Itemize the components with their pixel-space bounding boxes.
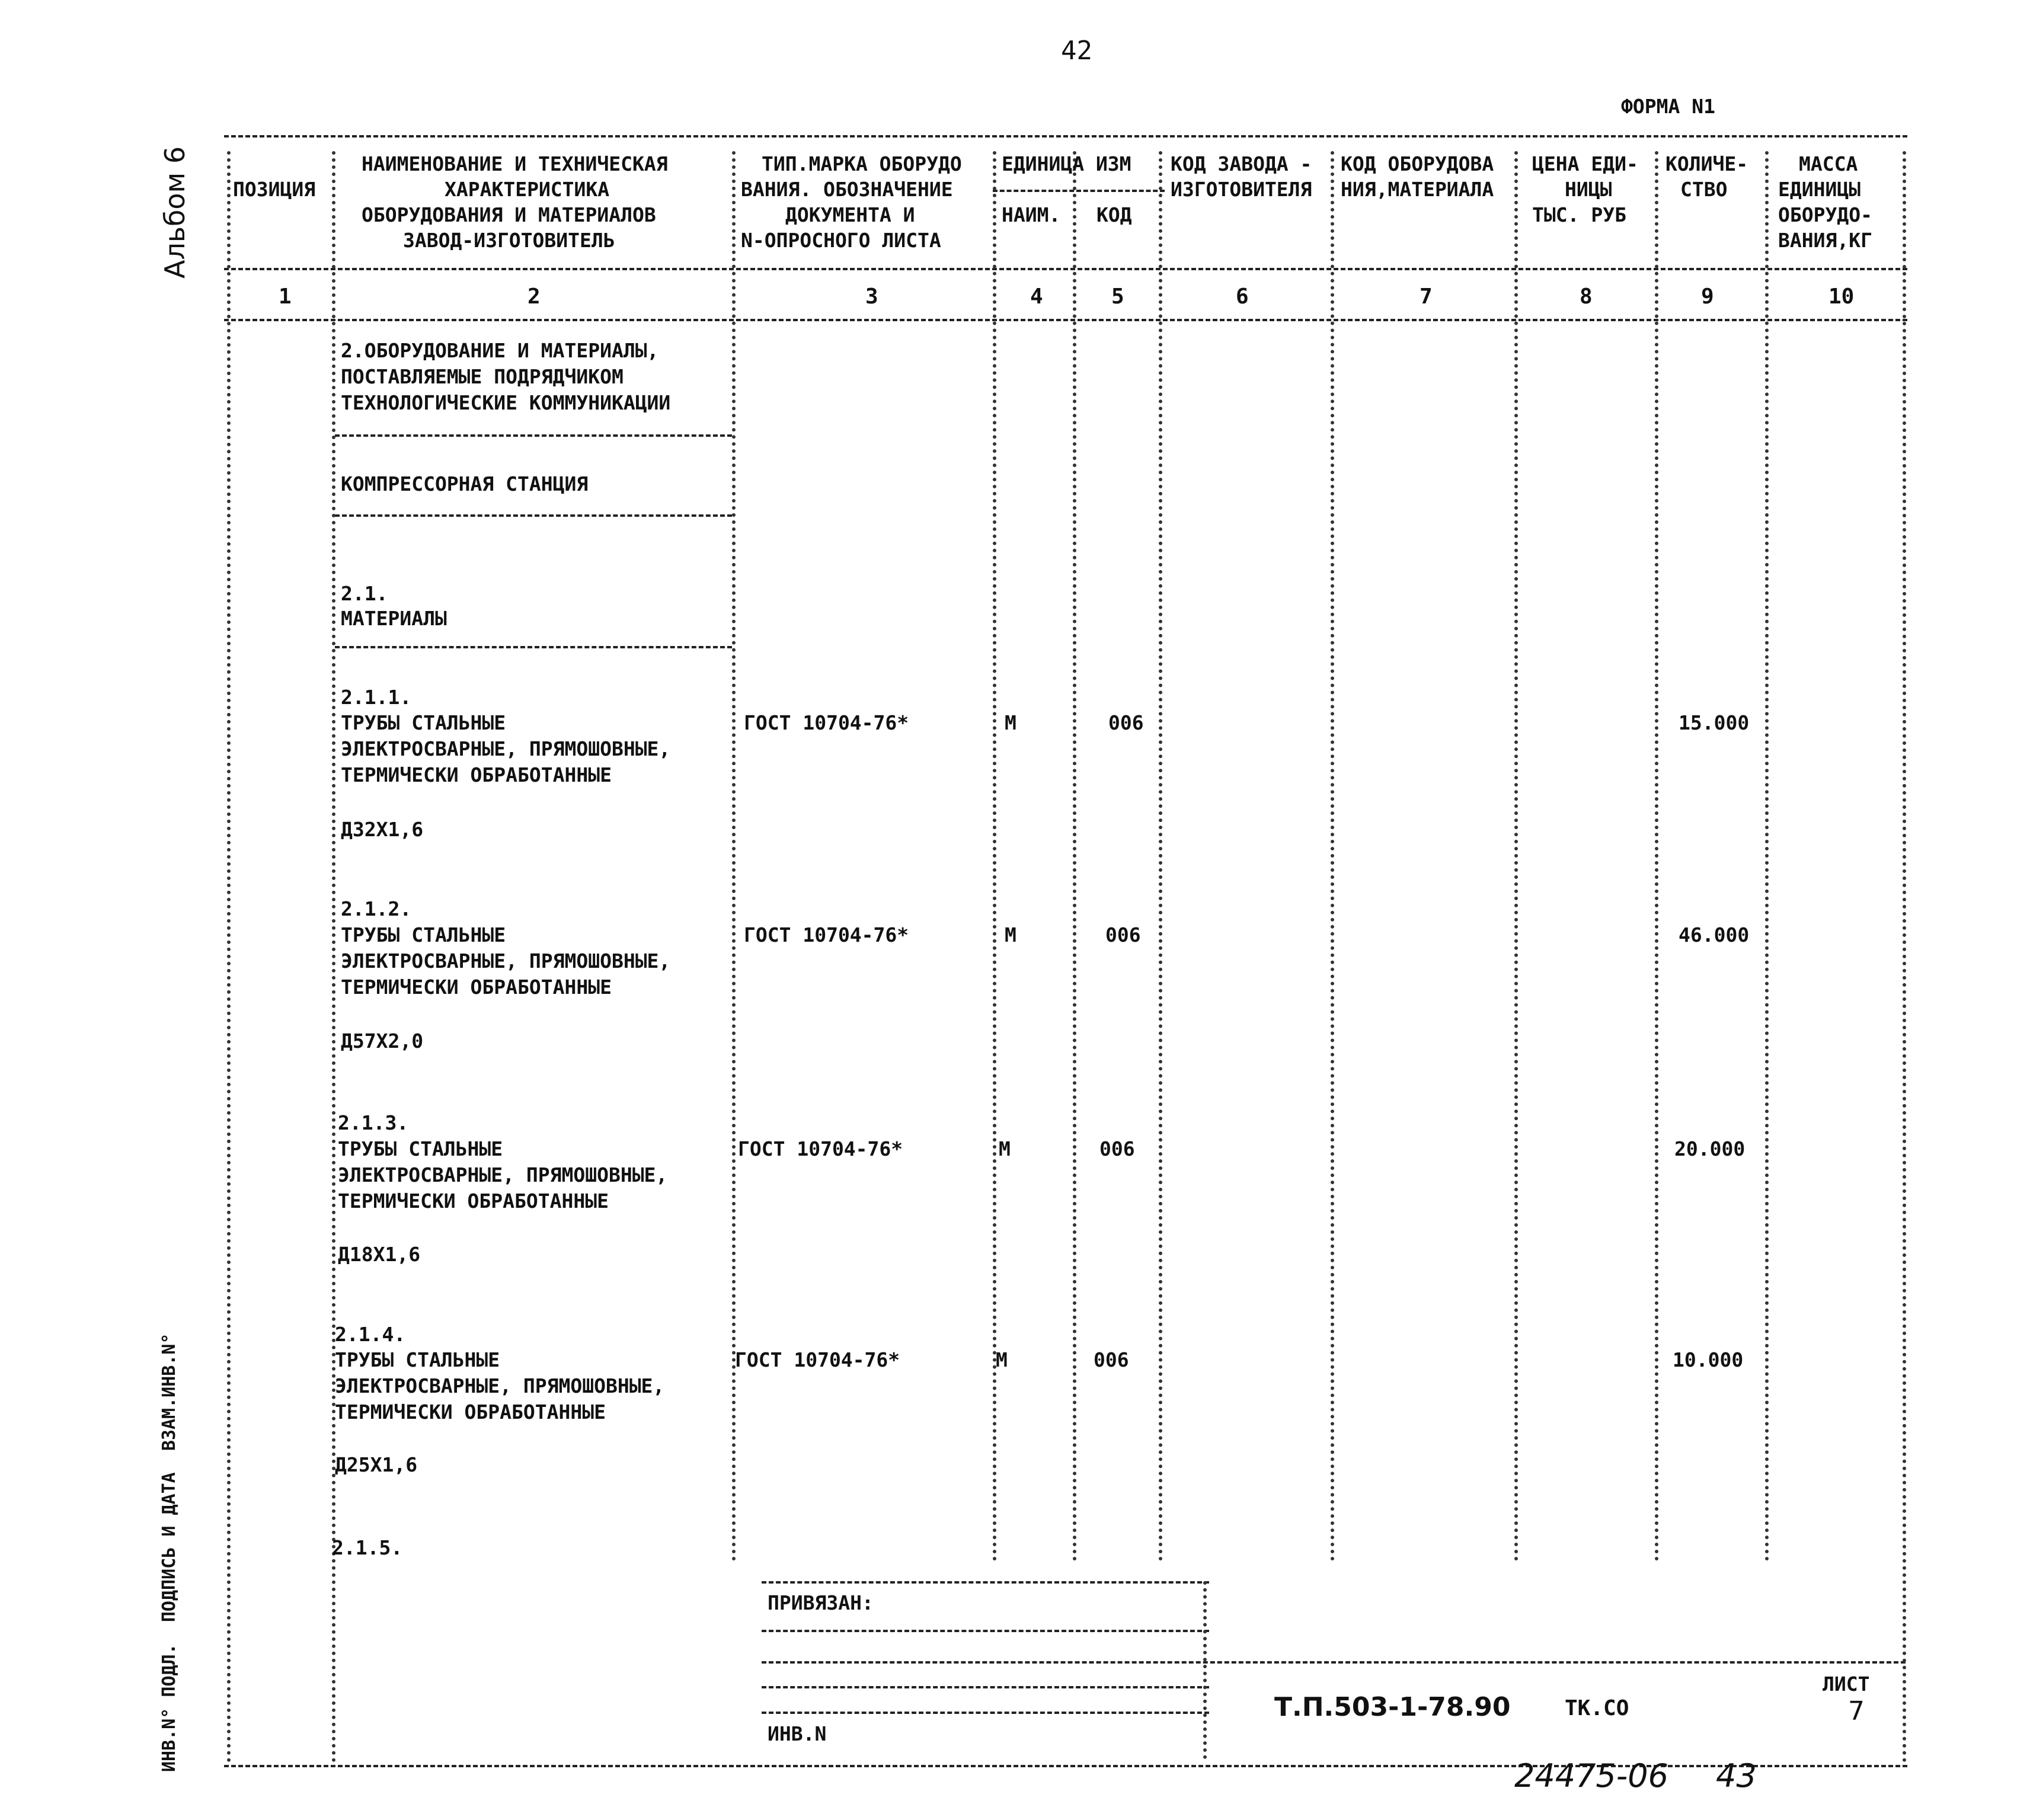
footer-sep bbox=[1203, 1581, 1207, 1759]
col-number-5: 5 bbox=[1111, 284, 1124, 309]
item-4-gost: ГОСТ 10704-76* bbox=[735, 1348, 900, 1371]
header-col8-line2: НИЦЫ bbox=[1565, 178, 1612, 201]
handwritten-page-number: 43 bbox=[1716, 1757, 1757, 1795]
item-2-size: Д57Х2,0 bbox=[341, 1029, 424, 1053]
sheet-number: 7 bbox=[1848, 1696, 1865, 1726]
item-4-code: 006 bbox=[1094, 1348, 1129, 1371]
header-col5: КОД bbox=[1096, 203, 1132, 226]
item-1-unit: М bbox=[1005, 711, 1016, 734]
header-col7-line1: КОД ОБОРУДОВА bbox=[1341, 152, 1494, 175]
footer-privyazan: ПРИВЯЗАН: bbox=[768, 1591, 874, 1614]
header-col3-line3: ДОКУМЕНТА И bbox=[785, 203, 915, 226]
rule-footer-3 bbox=[762, 1661, 1906, 1664]
item-3-size: Д18Х1,6 bbox=[338, 1243, 421, 1266]
stamp-vertical: ИНВ.N° ПОДЛ. ПОДПИСЬ И ДАТА ВЗАМ.ИНВ.N° bbox=[159, 1333, 180, 1772]
header-col10-line3: ОБОРУДО- bbox=[1778, 203, 1872, 226]
item-4-size: Д25Х1,6 bbox=[335, 1453, 418, 1476]
item-2-gost: ГОСТ 10704-76* bbox=[744, 923, 909, 946]
header-col10-line4: ВАНИЯ,КГ bbox=[1778, 229, 1872, 252]
section-title-line2: ПОСТАВЛЯЕМЫЕ ПОДРЯДЧИКОМ bbox=[341, 365, 624, 388]
item-1-line1: ТРУБЫ СТАЛЬНЫЕ bbox=[341, 711, 506, 734]
header-col7-line2: НИЯ,МАТЕРИАЛА bbox=[1341, 178, 1494, 201]
item-3-line1: ТРУБЫ СТАЛЬНЫЕ bbox=[338, 1137, 503, 1160]
header-col6-line2: ИЗГОТОВИТЕЛЯ bbox=[1171, 178, 1312, 201]
col-number-4: 4 bbox=[1030, 284, 1043, 309]
header-col2-line3: ОБОРУДОВАНИЯ И МАТЕРИАЛОВ bbox=[362, 203, 656, 226]
rule-section-2 bbox=[335, 514, 732, 517]
item-3-gost: ГОСТ 10704-76* bbox=[738, 1137, 903, 1160]
document-suffix: ТК.СО bbox=[1565, 1696, 1629, 1720]
item-3-pos: 2.1.3. bbox=[338, 1111, 409, 1134]
item-2-code: 006 bbox=[1105, 923, 1141, 946]
item-1-pos: 2.1.1. bbox=[341, 686, 412, 709]
item-3-code: 006 bbox=[1099, 1137, 1135, 1160]
rule-section-1 bbox=[335, 434, 732, 437]
col-number-7: 7 bbox=[1420, 284, 1433, 309]
item-2-pos: 2.1.2. bbox=[341, 897, 412, 920]
station-title: КОМПРЕССОРНАЯ СТАНЦИЯ bbox=[341, 472, 589, 495]
sheet-label: ЛИСТ bbox=[1823, 1672, 1870, 1696]
header-col10-line1: МАССА bbox=[1799, 152, 1858, 175]
col-sep-6 bbox=[1331, 151, 1334, 1562]
item-4-line1: ТРУБЫ СТАЛЬНЫЕ bbox=[335, 1348, 500, 1371]
page-number: 42 bbox=[1061, 36, 1092, 66]
col-number-6: 6 bbox=[1236, 284, 1249, 309]
col-sep-8 bbox=[1655, 151, 1658, 1562]
item-2-qty: 46.000 bbox=[1679, 923, 1750, 946]
header-col4: НАИМ. bbox=[1002, 203, 1061, 226]
item-4-qty: 10.000 bbox=[1673, 1348, 1744, 1371]
footer-inv: ИНВ.N bbox=[768, 1722, 827, 1745]
header-col9-line1: КОЛИЧЕ- bbox=[1665, 152, 1748, 175]
header-col3-line2: ВАНИЯ. ОБОЗНАЧЕНИЕ bbox=[741, 178, 953, 201]
item-1-line3: ТЕРМИЧЕСКИ ОБРАБОТАННЫЕ bbox=[341, 763, 612, 786]
item-3-line3: ТЕРМИЧЕСКИ ОБРАБОТАННЫЕ bbox=[338, 1189, 609, 1213]
item-4-line2: ЭЛЕКТРОСВАРНЫЕ, ПРЯМОШОВНЫЕ, bbox=[335, 1374, 665, 1397]
section-title-line3: ТЕХНОЛОГИЧЕСКИЕ КОММУНИКАЦИИ bbox=[341, 391, 671, 414]
item-2-unit: М bbox=[1005, 923, 1016, 946]
header-col2-line1: НАИМЕНОВАНИЕ И ТЕХНИЧЕСКАЯ bbox=[362, 152, 668, 175]
item-2-line2: ЭЛЕКТРОСВАРНЫЕ, ПРЯМОШОВНЫЕ, bbox=[341, 949, 671, 973]
document-code: Т.П.503-1-78.90 bbox=[1274, 1692, 1511, 1722]
handwritten-archive-number: 24475-06 bbox=[1514, 1757, 1668, 1795]
header-col10-line2: ЕДИНИЦЫ bbox=[1778, 178, 1861, 201]
item-1-qty: 15.000 bbox=[1679, 711, 1750, 734]
col-sep-0 bbox=[227, 151, 231, 1763]
col-sep-7 bbox=[1514, 151, 1518, 1562]
header-col8-line3: ТЫС. РУБ bbox=[1532, 203, 1626, 226]
rule-footer-4 bbox=[762, 1686, 1209, 1688]
rule-footer-5 bbox=[762, 1712, 1209, 1714]
col-sep-5 bbox=[1159, 151, 1162, 1562]
header-unit: ЕДИНИЦА ИЗМ bbox=[1002, 152, 1131, 175]
album-label: Альбом 6 bbox=[159, 146, 191, 279]
col-number-8: 8 bbox=[1580, 284, 1593, 309]
col-number-2: 2 bbox=[528, 284, 541, 309]
rule-top bbox=[224, 135, 1907, 137]
header-col3-line1: ТИП.МАРКА ОБОРУДО bbox=[762, 152, 962, 175]
rule-section-3 bbox=[335, 646, 732, 648]
col-sep-1 bbox=[332, 151, 335, 1763]
header-col6-line1: КОД ЗАВОДА - bbox=[1171, 152, 1312, 175]
header-col1: ПОЗИЦИЯ bbox=[233, 178, 316, 201]
col-number-9: 9 bbox=[1701, 284, 1714, 309]
item-2-line1: ТРУБЫ СТАЛЬНЫЕ bbox=[341, 923, 506, 946]
header-col2-line2: ХАРАКТЕРИСТИКА bbox=[445, 178, 610, 201]
item-1-code: 006 bbox=[1108, 711, 1144, 734]
item-3-unit: М bbox=[999, 1137, 1011, 1160]
header-col9-line2: СТВО bbox=[1680, 178, 1728, 201]
header-col2-line4: ЗАВОД-ИЗГОТОВИТЕЛЬ bbox=[403, 229, 615, 252]
item-1-line2: ЭЛЕКТРОСВАРНЫЕ, ПРЯМОШОВНЫЕ, bbox=[341, 737, 671, 760]
col-sep-9 bbox=[1765, 151, 1769, 1562]
rule-footer-2 bbox=[762, 1630, 1209, 1632]
item-2-line3: ТЕРМИЧЕСКИ ОБРАБОТАННЫЕ bbox=[341, 975, 612, 999]
col-number-1: 1 bbox=[279, 284, 292, 309]
next-pos: 2.1.5. bbox=[332, 1536, 403, 1559]
col-number-10: 10 bbox=[1828, 284, 1855, 309]
subsection-number: 2.1. bbox=[341, 582, 388, 605]
col-sep-10 bbox=[1903, 151, 1906, 1763]
item-1-size: Д32Х1,6 bbox=[341, 818, 424, 841]
item-3-line2: ЭЛЕКТРОСВАРНЫЕ, ПРЯМОШОВНЫЕ, bbox=[338, 1163, 668, 1186]
form-label: ФОРМА N1 bbox=[1621, 95, 1715, 118]
item-4-line3: ТЕРМИЧЕСКИ ОБРАБОТАННЫЕ bbox=[335, 1400, 606, 1424]
item-3-qty: 20.000 bbox=[1674, 1137, 1746, 1160]
rule-units-split bbox=[993, 190, 1165, 192]
item-4-pos: 2.1.4. bbox=[335, 1323, 406, 1346]
section-title-line1: 2.ОБОРУДОВАНИЕ И МАТЕРИАЛЫ, bbox=[341, 339, 659, 362]
item-1-gost: ГОСТ 10704-76* bbox=[744, 711, 909, 734]
header-col8-line1: ЦЕНА ЕДИ- bbox=[1532, 152, 1638, 175]
header-col3-line4: N-ОПРОСНОГО ЛИСТА bbox=[741, 229, 941, 252]
item-4-unit: М bbox=[996, 1348, 1008, 1371]
subsection-title: МАТЕРИАЛЫ bbox=[341, 607, 447, 630]
col-sep-4 bbox=[1073, 151, 1076, 1562]
col-number-3: 3 bbox=[865, 284, 878, 309]
rule-footer-1 bbox=[762, 1581, 1209, 1584]
